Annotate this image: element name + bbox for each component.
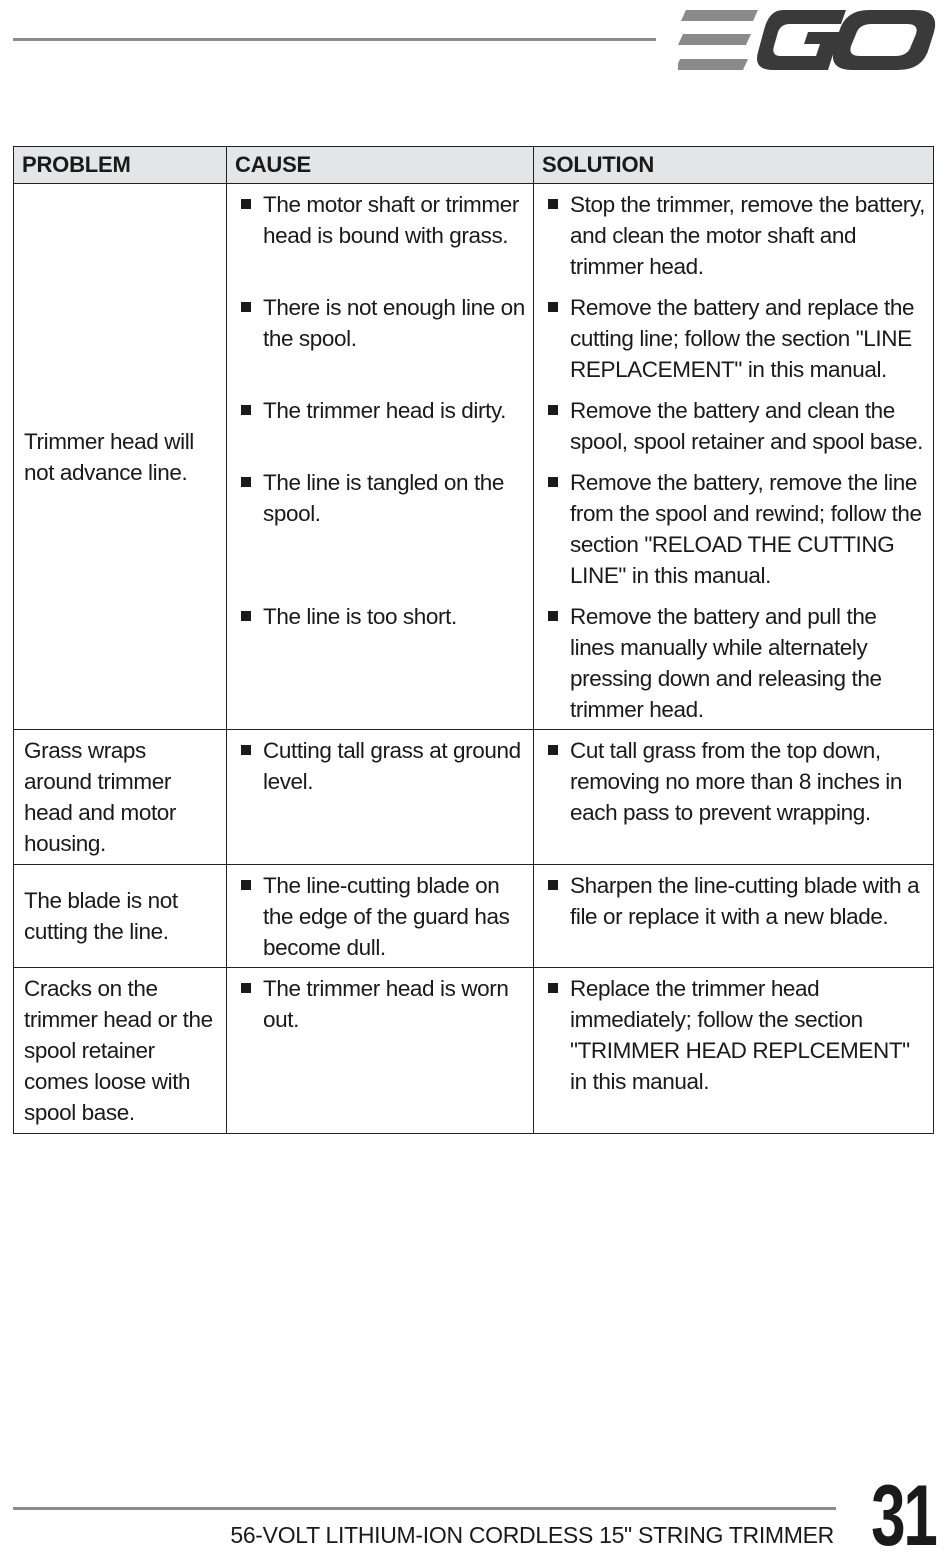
troubleshooting-table <box>13 146 934 1134</box>
ego-logo <box>678 10 936 70</box>
table-row <box>14 730 934 865</box>
solution-cell <box>534 865 934 968</box>
solution-item: Sharpen the line-cutting blade with a file or replace it with a new blade. <box>542 870 925 963</box>
problem-cell: Grass wraps around trimmer head and motor housing. <box>14 730 227 865</box>
solution-cell <box>534 968 934 1134</box>
problem-cell: Cracks on the trimmer head or the spool retainer comes loose with spool base. <box>14 968 227 1134</box>
logo-o <box>833 10 935 70</box>
header-problem: PROBLEM <box>14 147 227 184</box>
solution-item: Cut tall grass from the top down, removing no more than 8 inches in each pass to prevent wrapping. <box>542 735 925 828</box>
header-cause: CAUSE <box>227 147 534 184</box>
cause-item: The motor shaft or trimmer head is bound with grass. <box>235 189 525 282</box>
solution-cell <box>534 730 934 865</box>
cause-cell <box>227 968 534 1134</box>
problem-cell: The blade is not cutting the line. <box>14 865 227 968</box>
cause-cell <box>227 730 534 865</box>
table-row <box>14 184 934 730</box>
solution-item: Remove the battery and pull the lines manually while alternately pressing down and releasing the trimmer head. <box>542 601 925 725</box>
logo-g <box>757 10 846 70</box>
cause-item: Cutting tall grass at ground level. <box>235 735 525 828</box>
solution-cell <box>534 184 934 730</box>
footer-title: 56-VOLT LITHIUM-ION CORDLESS 15" STRING TRIMMER <box>230 1522 834 1548</box>
solution-item: Remove the battery and replace the cutting line; follow the section "LINE REPLACEMENT" in this manual. <box>542 292 925 385</box>
solution-item: Remove the battery, remove the line from the spool and rewind; follow the section "RELOAD THE CUTTING LINE" in this manual. <box>542 467 925 591</box>
header-rule <box>13 38 656 41</box>
logo-e-bars <box>678 10 758 70</box>
table-row <box>14 865 934 968</box>
page-number: 31 <box>871 1468 936 1564</box>
cause-item: The line-cutting blade on the edge of the guard has become dull. <box>235 870 525 963</box>
cause-item: There is not enough line on the spool. <box>235 292 525 385</box>
solution-item: Remove the battery and clean the spool, spool retainer and spool base. <box>542 395 925 457</box>
cause-cell <box>227 865 534 968</box>
cause-item: The line is tangled on the spool. <box>235 467 525 591</box>
problem-cell: Trimmer head will not advance line. <box>14 184 227 730</box>
cause-item: The trimmer head is worn out. <box>235 973 525 1035</box>
solution-item: Stop the trimmer, remove the battery, and clean the motor shaft and trimmer head. <box>542 189 925 282</box>
cause-item: The line is too short. <box>235 601 525 725</box>
cause-item: The trimmer head is dirty. <box>235 395 525 457</box>
table-row <box>14 968 934 1134</box>
table-header-row <box>14 147 934 184</box>
solution-item: Replace the trimmer head immediately; follow the section "TRIMMER HEAD REPLCEMENT" in this manual. <box>542 973 925 1097</box>
cause-cell <box>227 184 534 730</box>
header-solution: SOLUTION <box>534 147 934 184</box>
footer-rule <box>13 1507 836 1510</box>
